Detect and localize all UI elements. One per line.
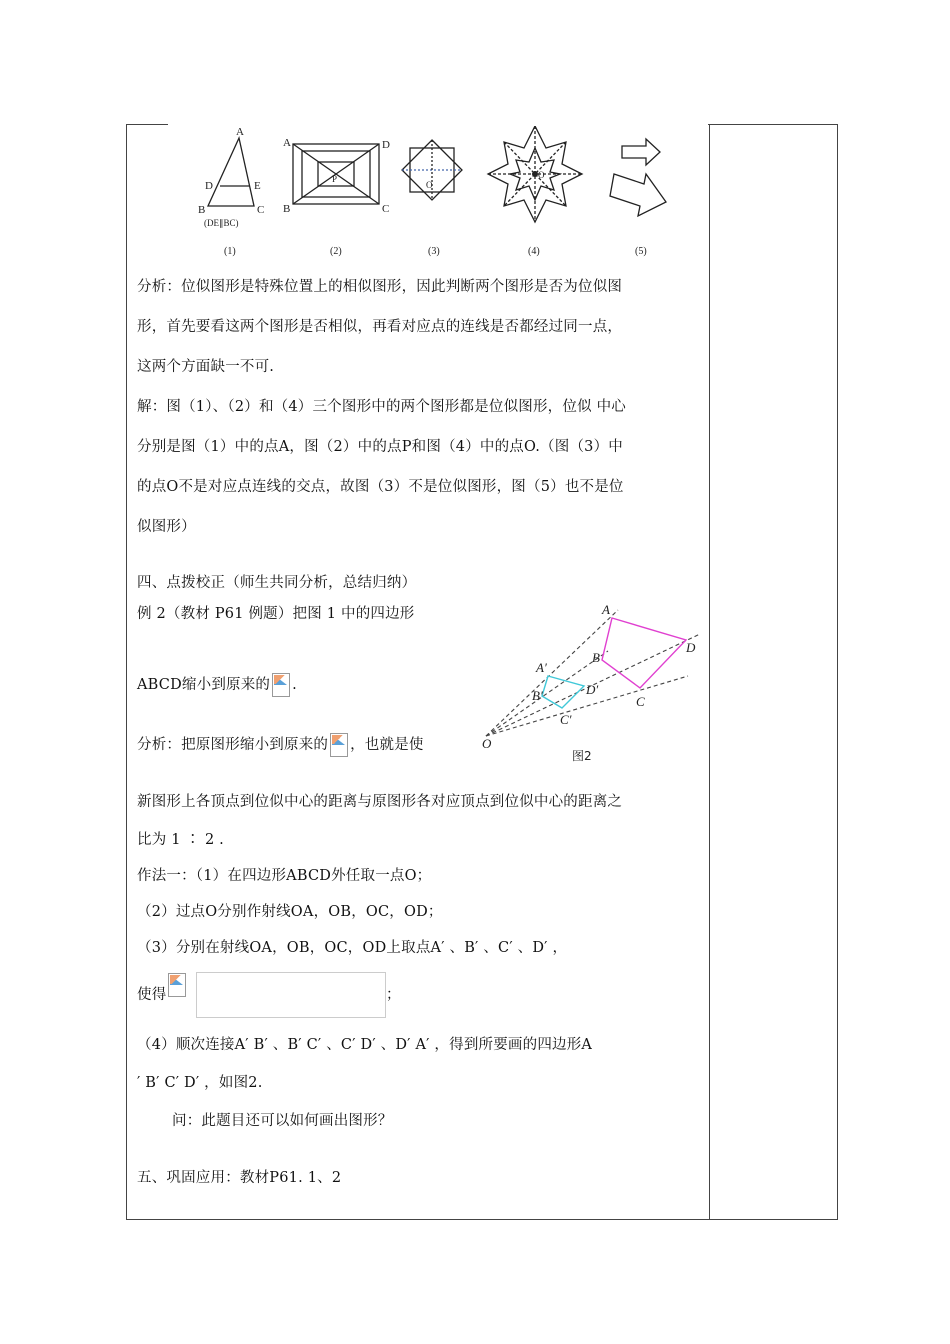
method-step-1: 作法一：（1）在四边形ABCD外任取一点O； [137, 868, 432, 884]
section-5-line: 五、巩固应用：教材P61. 1、2 [137, 1170, 342, 1186]
formula-image-icon [168, 973, 186, 997]
solution-line-4: 似图形） [137, 519, 196, 535]
question-line: 问：此题目还可以如何画出图形？ [172, 1113, 393, 1129]
fig1-caption: (1) [224, 246, 236, 257]
method-step-4-line-1: （4）顺次连接A′ B′ 、B′ C′ 、C′ D′ 、D′ A′ ，得到所要画的四边形A [137, 1037, 593, 1053]
fig1-label-e: E [254, 180, 261, 192]
example-2-target-line [137, 673, 297, 697]
analysis-line-3: 这两个方面缺一不可. [137, 359, 275, 375]
fig2-label-p: P [332, 174, 338, 184]
solution-line-1: 解：图（1）、（2）和（4）三个图形中的两个图形都是位似图形，位似 中心 [137, 399, 626, 415]
fig2-label-o: O [482, 736, 492, 751]
fig2-label-a-prime: A′ [536, 660, 547, 675]
fraction-image-icon [330, 733, 348, 757]
method-condition-text: 使得 [137, 987, 167, 1003]
method-condition-end: ； [386, 987, 401, 1003]
fig2-label-c-prime: C′ [560, 712, 572, 727]
example-2-analysis-text: 分析：把原图形缩小到原来的 [137, 737, 329, 753]
example-2-target-text: ABCD缩小到原来的 [137, 677, 271, 693]
fig1-label-b: B [198, 204, 206, 216]
fig1-label-d: D [205, 180, 213, 192]
fig4-label-o: O [538, 170, 545, 180]
fig2-label-d: D [382, 139, 390, 151]
fig5-caption: (5) [635, 246, 647, 257]
method-step-4-line-2: ′ B′ C′ D′ ，如图2. [137, 1075, 263, 1091]
formula-image-placeholder [196, 972, 386, 1018]
method-step-2: （2）过点O分别作射线OA，OB，OC，OD； [137, 904, 443, 920]
example-2-line: 例 2（教材 P61 例题）把图 1 中的四边形 [137, 606, 415, 622]
figure-2 [478, 596, 704, 766]
fig2-label-d: D [686, 640, 696, 655]
column-divider [709, 124, 710, 1220]
fig2-label-c: C [636, 694, 645, 709]
example-2-target-end: . [292, 677, 297, 693]
fig2-label-a: A [283, 137, 291, 149]
analysis-continue-line-2: 比为 1 ∶ 2 . [137, 832, 224, 848]
fig1-label-c: C [257, 204, 265, 216]
method-step-3: （3）分别在射线OA，OB，OC，OD上取点A′ 、B′ 、C′ 、D′ ， [137, 940, 568, 956]
example-2-analysis-line [137, 733, 424, 757]
fig2-label-b: B [283, 203, 291, 215]
section-4-heading: 四、点拨校正（师生共同分析，总结归纳） [137, 575, 417, 591]
analysis-line-1: 分析：位似图形是特殊位置上的相似图形，因此判断两个图形是否为位似图 [137, 279, 623, 295]
fig2-caption: 图2 [572, 749, 592, 763]
fig3-label-o: O [426, 180, 433, 190]
fig2-label-b-prime: B′ [532, 688, 543, 703]
solution-line-2: 分别是图（1）中的点A，图（2）中的点P和图（4）中的点O.（图（3）中 [137, 439, 623, 455]
analysis-line-2: 形，首先要看这两个图形是否相似，再看对应点的连线是否都经过同一点， [137, 319, 623, 335]
fig4-caption: (4) [528, 246, 540, 257]
example-2-analysis-end: ，也就是使 [350, 737, 424, 753]
figures-row [188, 126, 688, 261]
solution-line-3: 的点O不是对应点连线的交点，故图（3）不是位似图形，图（5）也不是位 [137, 479, 624, 495]
fraction-image-icon [272, 673, 290, 697]
analysis-continue-line-1: 新图形上各顶点到位似中心的距离与原图形各对应顶点到位似中心的距离之 [137, 794, 623, 810]
fig2-label-d-prime: D′ [586, 682, 599, 697]
fig1-note: (DE∥BC) [204, 218, 239, 228]
fig3-caption: (3) [428, 246, 440, 257]
fig2-label-b: B [592, 650, 600, 665]
method-condition-label [137, 985, 188, 1005]
fig2-label-c: C [382, 203, 390, 215]
fig1-label-a: A [236, 126, 244, 138]
fig2-label-a: A [602, 602, 610, 617]
fig2-caption: (2) [330, 246, 342, 257]
